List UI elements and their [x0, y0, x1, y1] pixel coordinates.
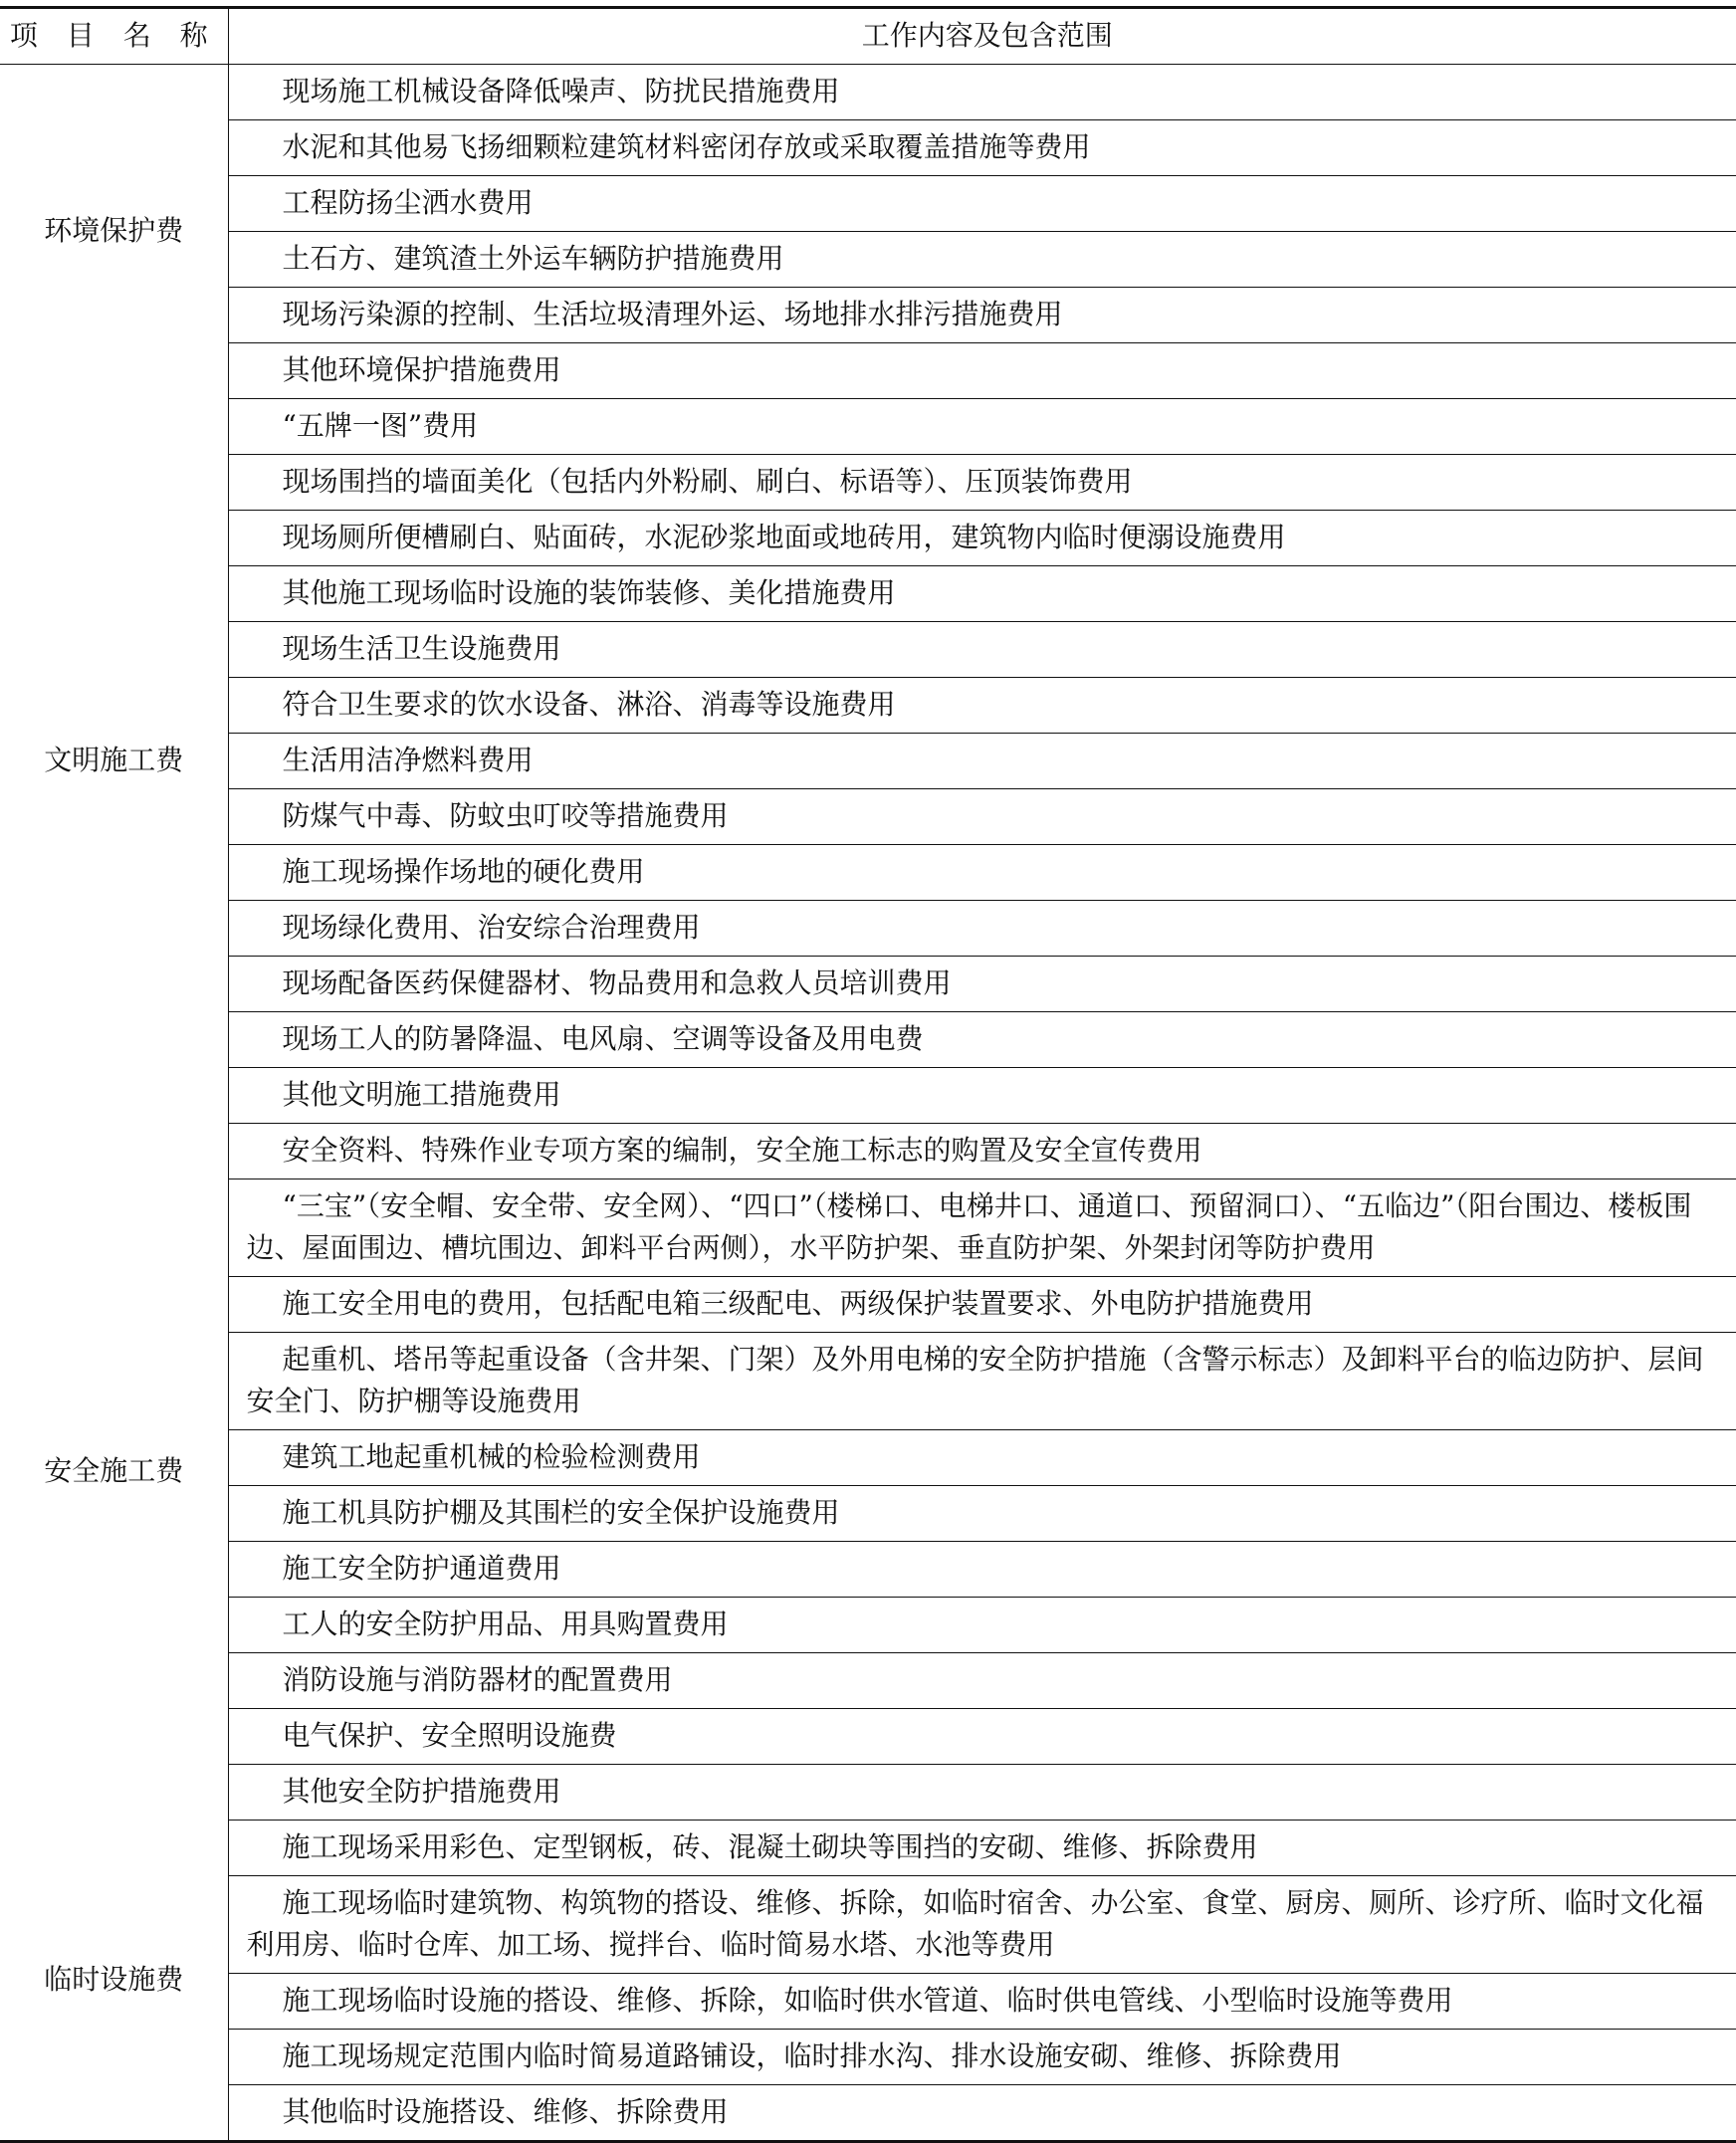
scope-cell: 工程防扬尘洒水费用 — [228, 176, 1736, 232]
scope-cell: 施工安全用电的费用，包括配电箱三级配电、两级保护装置要求、外电防护措施费用 — [228, 1277, 1736, 1333]
table-row — [0, 511, 1736, 566]
table-body — [0, 65, 1736, 2142]
scope-cell: “五牌一图”费用 — [228, 399, 1736, 455]
scope-cell: 其他安全防护措施费用 — [228, 1765, 1736, 1821]
table-row — [0, 1277, 1736, 1333]
table-row — [0, 232, 1736, 288]
cost-scope-table — [0, 6, 1736, 2143]
scope-cell: “三宝”（安全帽、安全带、安全网）、“四口”（楼梯口、电梯井口、通道口、预留洞口）、“五临边”（阳台围边、楼板围边、屋面围边、槽坑围边、卸料平台两侧），水平防护架、垂直防护架、外架封闭等防护费用 — [228, 1179, 1736, 1277]
table-row — [0, 2085, 1736, 2142]
table-row — [0, 1598, 1736, 1653]
table-row — [0, 343, 1736, 399]
scope-cell: 水泥和其他易飞扬细颗粒建筑材料密闭存放或采取覆盖措施等费用 — [228, 120, 1736, 176]
table-row — [0, 566, 1736, 622]
scope-cell: 电气保护、安全照明设施费 — [228, 1709, 1736, 1765]
table-row — [0, 455, 1736, 511]
table-row — [0, 1821, 1736, 1876]
scope-cell: 其他临时设施搭设、维修、拆除费用 — [282, 2095, 729, 2128]
scope-cell: 现场围挡的墙面美化（包括内外粉刷、刷白、标语等）、压顶装饰费用 — [228, 455, 1736, 511]
table-row — [0, 1709, 1736, 1765]
scope-cell: 施工现场规定范围内临时简易道路铺设，临时排水沟、排水设施安砌、维修、拆除费用 — [228, 2030, 1736, 2085]
item-name-cell: 临时设施费 — [0, 1821, 228, 2142]
table-row — [0, 1542, 1736, 1598]
scope-cell: 生活用洁净燃料费用 — [228, 734, 1736, 789]
item-name-cell: 文明施工费 — [0, 399, 228, 1124]
scope-cell: 防煤气中毒、防蚊虫叮咬等措施费用 — [228, 789, 1736, 845]
table-row — [0, 678, 1736, 734]
table-row — [0, 1653, 1736, 1709]
table-row — [0, 120, 1736, 176]
scope-cell: 其他施工现场临时设施的装饰装修、美化措施费用 — [228, 566, 1736, 622]
scope-cell: 现场生活卫生设施费用 — [228, 622, 1736, 678]
table-row — [0, 2030, 1736, 2085]
table-row — [0, 622, 1736, 678]
header-work-scope: 工作内容及包含范围 — [228, 8, 1736, 65]
scope-cell: 施工安全防护通道费用 — [228, 1542, 1736, 1598]
table-row — [0, 845, 1736, 901]
item-name-cell: 环境保护费 — [0, 65, 228, 399]
scope-cell: 现场厕所便槽刷白、贴面砖，水泥砂浆地面或地砖用，建筑物内临时便溺设施费用 — [228, 511, 1736, 566]
table-row — [0, 1179, 1736, 1277]
scope-cell: 现场绿化费用、治安综合治理费用 — [228, 901, 1736, 957]
scope-cell: 其他环境保护措施费用 — [228, 343, 1736, 399]
scope-cell: 符合卫生要求的饮水设备、淋浴、消毒等设施费用 — [228, 678, 1736, 734]
table-row — [0, 789, 1736, 845]
item-name-cell: 安全施工费 — [0, 1124, 228, 1821]
table-row — [0, 1876, 1736, 1974]
table-row — [0, 176, 1736, 232]
scope-cell: 工人的安全防护用品、用具购置费用 — [228, 1598, 1736, 1653]
header-item-name: 项 目 名 称 — [0, 8, 228, 65]
table-header-row — [0, 8, 1736, 65]
table-row — [0, 1430, 1736, 1486]
table-row — [0, 1974, 1736, 2030]
table-row — [0, 288, 1736, 343]
scope-cell: 土石方、建筑渣土外运车辆防护措施费用 — [228, 232, 1736, 288]
scope-cell: 施工现场操作场地的硬化费用 — [228, 845, 1736, 901]
table-row — [0, 734, 1736, 789]
table-row — [0, 1124, 1736, 1179]
table-row — [0, 1333, 1736, 1430]
scope-cell: 其他文明施工措施费用 — [228, 1068, 1736, 1124]
table-row — [0, 1012, 1736, 1068]
scope-cell: 起重机、塔吊等起重设备（含井架、门架）及外用电梯的安全防护措施（含警示标志）及卸料平台的临边防护、层间安全门、防护棚等设施费用 — [228, 1333, 1736, 1430]
scope-cell: 施工现场采用彩色、定型钢板，砖、混凝土砌块等围挡的安砌、维修、拆除费用 — [228, 1821, 1736, 1876]
table-row — [0, 65, 1736, 120]
scope-cell: 现场施工机械设备降低噪声、防扰民措施费用 — [228, 65, 1736, 120]
scope-cell: 现场污染源的控制、生活垃圾清理外运、场地排水排污措施费用 — [228, 288, 1736, 343]
scope-cell: 施工机具防护棚及其围栏的安全保护设施费用 — [228, 1486, 1736, 1542]
scope-cell: 现场配备医药保健器材、物品费用和急救人员培训费用 — [228, 957, 1736, 1012]
table-row — [0, 957, 1736, 1012]
scope-cell: 施工现场临时设施的搭设、维修、拆除，如临时供水管道、临时供电管线、小型临时设施等费用 — [228, 1974, 1736, 2030]
scope-cell: 现场工人的防暑降温、电风扇、空调等设备及用电费 — [228, 1012, 1736, 1068]
table-row — [0, 399, 1736, 455]
table-row — [0, 901, 1736, 957]
table-row — [0, 1068, 1736, 1124]
scope-cell: 消防设施与消防器材的配置费用 — [228, 1653, 1736, 1709]
table-row — [0, 1765, 1736, 1821]
scope-cell: 安全资料、特殊作业专项方案的编制，安全施工标志的购置及安全宣传费用 — [228, 1124, 1736, 1179]
scope-cell: 建筑工地起重机械的检验检测费用 — [228, 1430, 1736, 1486]
table-row — [0, 1486, 1736, 1542]
scope-cell: 施工现场临时建筑物、构筑物的搭设、维修、拆除，如临时宿舍、办公室、食堂、厨房、厕所、诊疗所、临时文化福利用房、临时仓库、加工场、搅拌台、临时简易水塔、水池等费用 — [228, 1876, 1736, 1974]
